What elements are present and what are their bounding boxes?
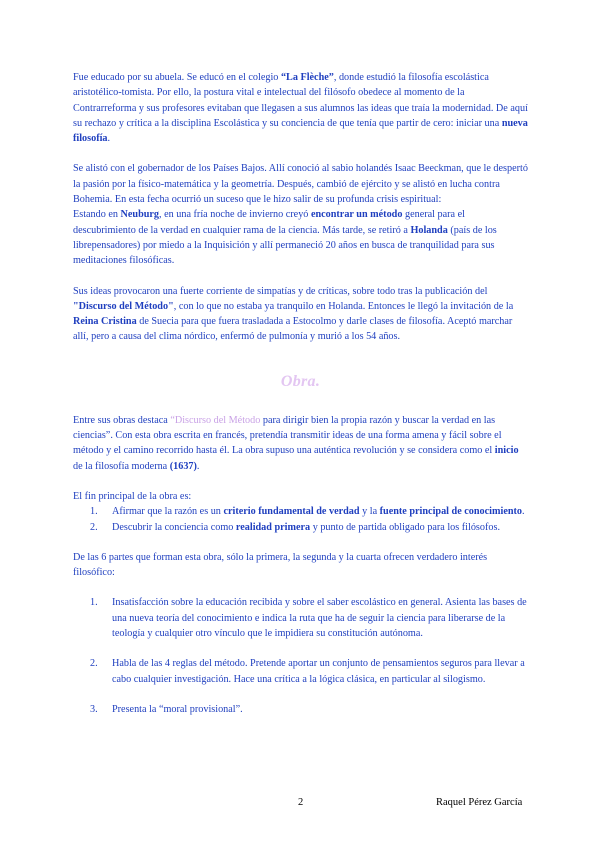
list-number: 1. — [90, 506, 98, 518]
bold-term: realidad primera — [235, 521, 311, 533]
list-item — [90, 595, 528, 641]
section-title: Obra. — [280, 372, 321, 390]
bold-term: (1637) — [169, 460, 197, 472]
text-run: Sus ideas provocaron una fuerte corriente de simpatías y de críticas, sobre todo tras la publicación del — [73, 285, 488, 297]
bold-term: Neuburg — [120, 209, 160, 221]
work-title: “Discurso del Método — [170, 414, 261, 426]
text-run: , en una fría noche de invierno creyó — [159, 209, 311, 221]
bold-term: "Discurso del Método" — [73, 300, 174, 312]
text-run: y punto de partida obligado para los filósofos. — [310, 521, 500, 533]
text-run: Descubrir la conciencia como — [112, 521, 236, 533]
bold-term: fuente principal de conocimiento — [379, 506, 522, 518]
list-text: Insatisfacción sobre la educación recibida y sobre el saber escolástico en general. Asienta las bases de una nueva teoría del conocimiento e indica la ruta que ha de seguir la ciencia para liberarse de la teología y cualquier otro vínculo que le impidiera su constitución autónoma. — [112, 597, 527, 640]
text-run: Afirmar que la razón es un — [112, 506, 224, 518]
paragraph-military: Se alistó con el gobernador de los Países Bajos. Allí conoció al sabio holandés Isaac Beeckman, que le despertó la pasión por la físico-matemática y la geometría. Después, cambió de ejército y se alistó en lucha contra Bohemia. En esta fecha ocurrió un suceso que le hizo salir de su profunda crisis espiritual: — [73, 163, 528, 206]
document-body — [73, 70, 528, 717]
list-number: 2. — [90, 521, 98, 533]
author-name: Raquel Pérez García — [436, 797, 523, 808]
bold-term: nueva filosofía — [73, 117, 528, 145]
paragraph-partes-intro: De las 6 partes que forman esta obra, sólo la primera, la segunda y la cuarta ofrecen verdadero interés filosófico: — [73, 551, 488, 579]
text-run: de Suecia para que fuera trasladada a Estocolmo y darle clases de filosofía. Aceptó marchar allí, pero a causa del clima nórdico, enfermó de pulmonía y murió a los 54 años. — [73, 316, 513, 343]
text-run: de la filosofía moderna — [73, 460, 170, 472]
paragraph-ideas — [73, 284, 528, 345]
text-run: . — [107, 133, 111, 145]
list-item — [90, 702, 528, 717]
text-run: general para el descubrimiento de la verdad en cualquier rama de la ciencia. Más tarde, se retiró a — [73, 209, 465, 236]
bold-term: Holanda — [410, 224, 448, 236]
page-footer — [0, 797, 600, 813]
text-run: , con lo que no estaba ya tranquilo en Holanda. Entonces le llegó la invitación de la — [173, 300, 514, 312]
text-run: Fue educado por su abuela. Se educó en el colegio — [73, 72, 281, 83]
page-number: 2 — [298, 797, 304, 808]
bold-term: Reina Cristina — [73, 316, 137, 328]
parts-list — [90, 595, 528, 717]
bold-term: encontrar un método — [310, 209, 403, 221]
text-run: Entre sus obras destaca — [73, 414, 171, 426]
list-item — [90, 656, 528, 687]
list-text: Presenta la “moral provisional”. — [112, 703, 243, 715]
purpose-list — [90, 504, 528, 535]
college-name: “La Flèche” — [280, 72, 334, 83]
paragraph-education — [73, 70, 528, 146]
text-run: y la — [359, 506, 380, 518]
list-number: 1. — [90, 597, 98, 609]
text-run: . — [196, 460, 200, 472]
paragraph-fin-intro: El fin principal de la obra es: — [73, 490, 192, 502]
list-item — [90, 520, 528, 535]
bold-term: inicio — [494, 445, 519, 457]
list-item — [90, 504, 528, 519]
text-run: (país de los librepensadores) por miedo a la Inquisición y allí permaneció 20 años en busca de tranquilidad para sus meditaciones filosóficas. — [73, 224, 497, 267]
list-number: 3. — [90, 703, 98, 715]
text-run: . — [522, 506, 525, 518]
list-text: Habla de las 4 reglas del método. Pretende aportar un conjunto de pensamientos seguros para llevar a cabo cualquier investigación. Hace una crítica a la lógica clásica, en particular al silogismo. — [112, 658, 525, 685]
paragraph-obra — [73, 413, 528, 474]
text-run: Estando en — [73, 209, 121, 221]
list-number: 2. — [90, 658, 98, 670]
paragraph-neuburg — [73, 207, 528, 268]
text-run: , donde estudió la filosofía escolástica aristotélico-tomista. Por ello, la postura vital e intelectual del filósofo obedece al momento de la Contrarreforma y sus profesores evitaban que llegasen a sus alumnos las ideas que traía la modernidad. De aquí su rechazo y crítica a la disciplina Escolástica y su conciencia de que tenía que partir de cero: iniciar una — [73, 72, 528, 129]
text-run: para dirigir bien la propia razón y buscar la verdad en las ciencias”. Con esta obra escrita en francés, pretendía transmitir ideas de una forma amena y fácil sobre el método y el camino recorrido hasta él. La obra supuso una auténtica revolución y se considera como el — [73, 414, 502, 457]
bold-term: criterio fundamental de verdad — [223, 506, 360, 518]
